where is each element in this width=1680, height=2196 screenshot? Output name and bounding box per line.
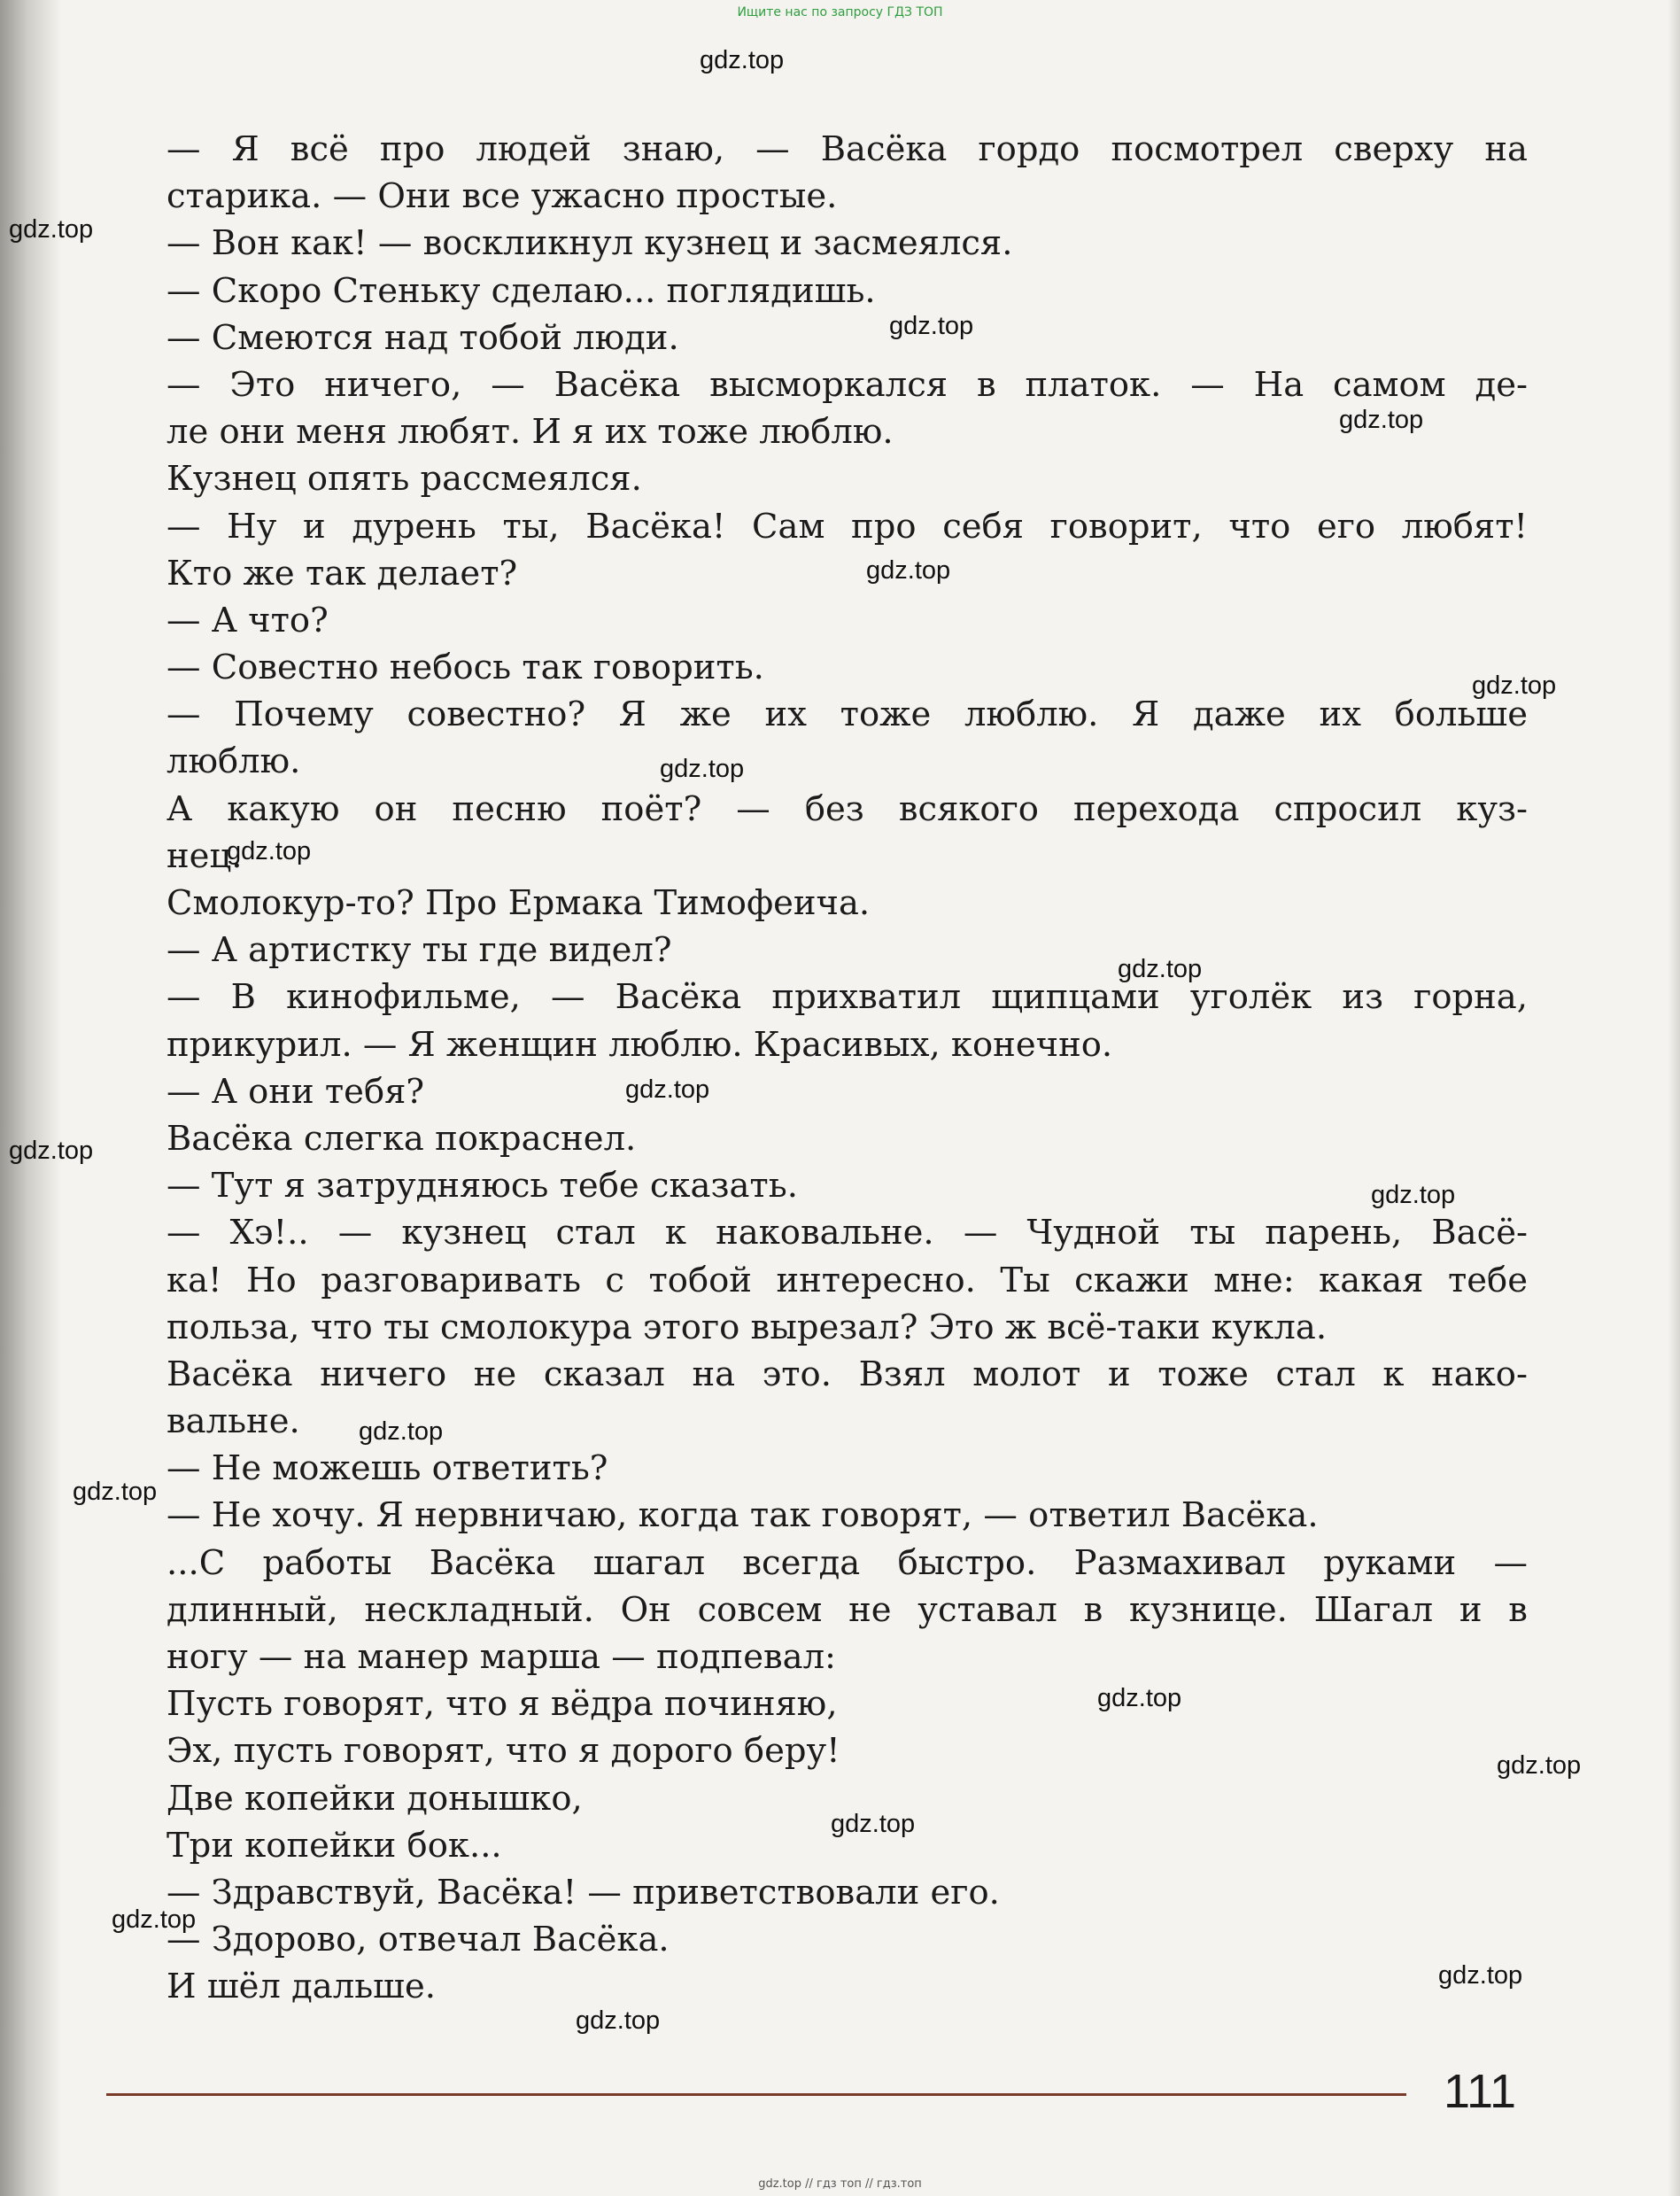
page-number: 111: [1444, 2065, 1517, 2118]
text-line: — Почему совестно? Я же их тоже люблю. Я даже их больше: [166, 694, 1528, 735]
text-line: — Это ничего, — Васёка высморкался в платок. — На самом де-: [166, 364, 1528, 405]
text-line: — Совестно небось так говорить.: [166, 648, 764, 688]
text-line: Эх, пусть говорят, что я дорого беру!: [166, 1731, 840, 1772]
text-line: длинный, нескладный. Он совсем не уставал в кузнице. Шагал и в: [166, 1589, 1528, 1630]
text-line: И шёл дальше.: [166, 1967, 436, 2007]
watermark: gdz.top: [831, 1810, 916, 1838]
watermark: gdz.top: [1472, 671, 1557, 700]
top-banner: Ищите нас по запросу ГДЗ ТОП: [737, 5, 943, 19]
text-line: — Смеются над тобой люди.: [166, 317, 679, 358]
text-line: А какую он песню поёт? — без всякого перехода спросил куз-: [166, 788, 1528, 829]
text-line: ле они меня любят. И я их тоже люблю.: [166, 412, 894, 453]
text-line: — Хэ!.. — кузнец стал к наковальне. — Чудной ты парень, Васё-: [166, 1213, 1528, 1253]
text-line: Две копейки донышко,: [166, 1778, 583, 1819]
text-line: — Тут я затрудняюсь тебе сказать.: [166, 1166, 798, 1207]
watermark: gdz.top: [1097, 1684, 1182, 1712]
watermark: gdz.top: [359, 1417, 444, 1446]
text-line: — Здорово, отвечал Васёка.: [166, 1920, 670, 1960]
text-line: Кто же так делает?: [166, 553, 518, 594]
watermark: gdz.top: [889, 312, 974, 340]
text-line: Кузнец опять рассмеялся.: [166, 459, 642, 500]
watermark: gdz.top: [73, 1478, 158, 1506]
text-line: старика. — Они все ужасно простые.: [166, 176, 838, 217]
watermark: gdz.top: [227, 837, 312, 865]
watermark: gdz.top: [1339, 406, 1424, 434]
watermark: gdz.top: [700, 46, 785, 74]
text-line: — Вон как! — воскликнул кузнец и засмеялся.: [166, 223, 1013, 264]
text-line: — Здравствуй, Васёка! — приветствовали его.: [166, 1872, 1000, 1913]
text-line: Три копейки бок...: [166, 1825, 502, 1866]
text-line: ка! Но разговаривать с тобой интересно. Ты скажи мне: какая тебе: [166, 1260, 1528, 1300]
text-line: — Ну и дурень ты, Васёка! Сам про себя говорит, что его любят!: [166, 506, 1528, 547]
text-line: — Скоро Стеньку сделаю... поглядишь.: [166, 270, 876, 311]
text-line: прикурил. — Я женщин люблю. Красивых, конечно.: [166, 1024, 1113, 1065]
text-line: — А что?: [166, 600, 329, 640]
page-edge: [1668, 0, 1680, 2196]
text-line: Васёка ничего не сказал на это. Взял молот и тоже стал к нако-: [166, 1354, 1528, 1394]
text-line: Пусть говорят, что я вёдра починяю,: [166, 1684, 838, 1725]
watermark: gdz.top: [9, 1137, 94, 1165]
watermark: gdz.top: [112, 1905, 197, 1934]
watermark: gdz.top: [9, 215, 94, 244]
text-line: люблю.: [166, 741, 301, 782]
text-line: вальне.: [166, 1401, 300, 1442]
text-line: — Не можешь ответить?: [166, 1448, 608, 1489]
watermark: gdz.top: [625, 1075, 710, 1104]
text-line: ногу — на манер марша — подпевал:: [166, 1637, 837, 1677]
watermark: gdz.top: [1118, 955, 1203, 983]
text-line: нец.: [166, 835, 243, 876]
text-line: — Я всё про людей знаю, — Васёка гордо посмотрел сверху на: [166, 129, 1528, 169]
watermark: gdz.top: [576, 2006, 661, 2035]
watermark: gdz.top: [866, 556, 951, 585]
footer-rule: [106, 2093, 1406, 2096]
text-line: — Не хочу. Я нервничаю, когда так говорят, — ответил Васёка.: [166, 1495, 1319, 1536]
story-text: [166, 126, 1528, 2011]
bottom-banner: gdz.top // гдз топ // гдз.топ: [758, 2177, 922, 2191]
text-line: Васёка слегка покраснел.: [166, 1118, 637, 1159]
text-line: — А артистку ты где видел?: [166, 930, 672, 971]
watermark: gdz.top: [1371, 1181, 1456, 1209]
text-line: Смолокур-то? Про Ермака Тимофеича.: [166, 883, 871, 923]
book-spine-shadow: [0, 0, 62, 2196]
watermark: gdz.top: [1497, 1751, 1582, 1780]
text-line: ...С работы Васёка шагал всегда быстро. Размахивал руками —: [166, 1542, 1528, 1583]
watermark: gdz.top: [1438, 1961, 1523, 1990]
watermark: gdz.top: [660, 755, 745, 783]
text-line: польза, что ты смолокура этого вырезал? Это ж всё-таки кукла.: [166, 1307, 1328, 1347]
text-line: — А они тебя?: [166, 1071, 425, 1112]
text-line: — В кинофильме, — Васёка прихватил щипцами уголёк из горна,: [166, 977, 1528, 1018]
